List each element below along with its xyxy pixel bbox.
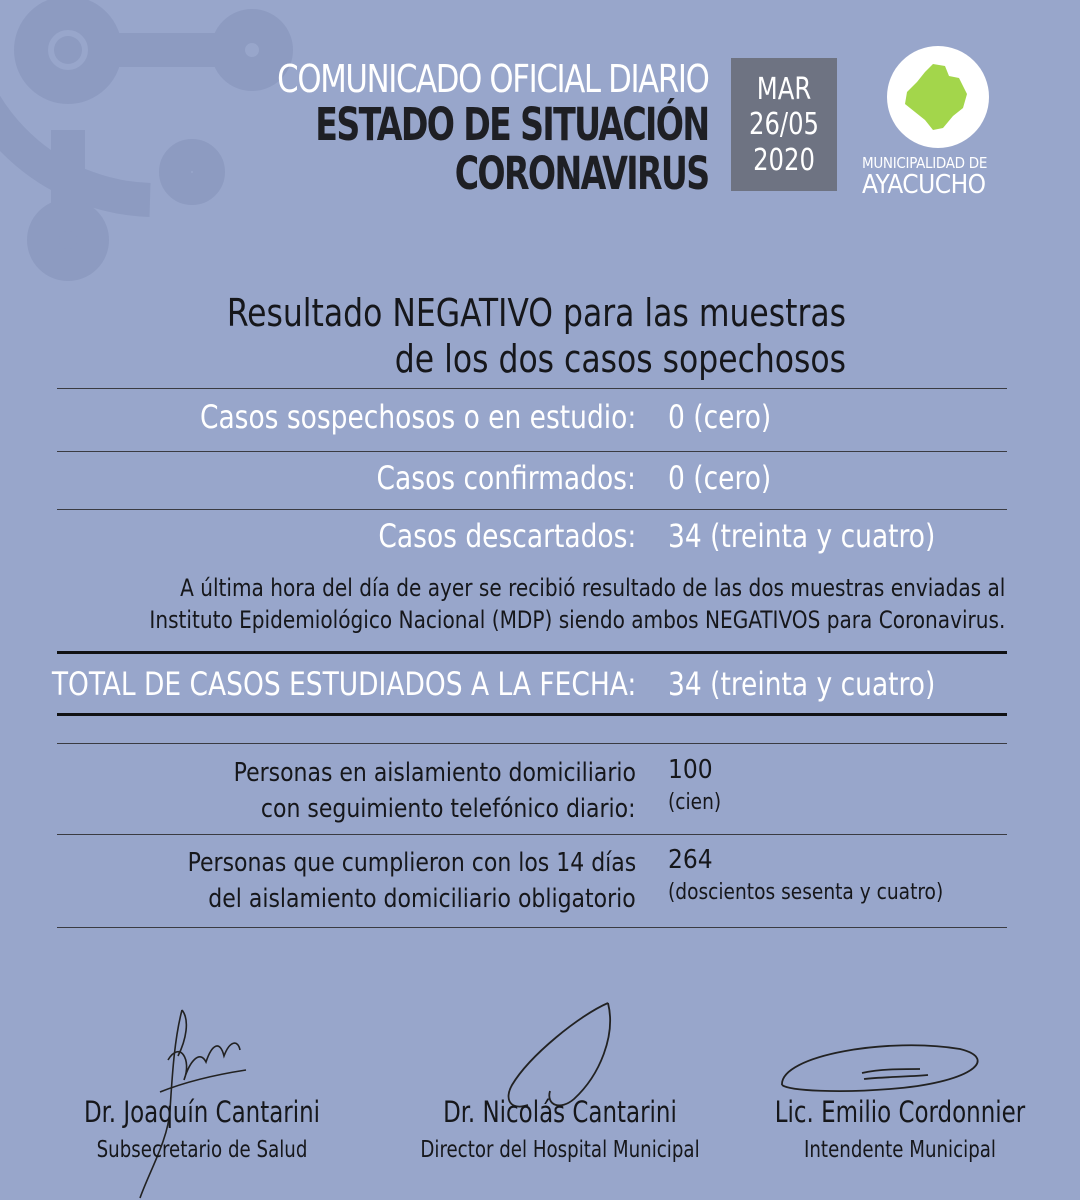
signer-role: Director del Hospital Municipal xyxy=(420,1137,700,1163)
divider xyxy=(57,743,1007,744)
confirmed-cases-value: 0 (cero) xyxy=(668,459,772,497)
suspected-cases-value: 0 (cero) xyxy=(668,398,772,436)
isolation-label-line-2: con seguimiento telefónico diario: xyxy=(261,794,636,824)
header-line-3: CORONAVIRUS xyxy=(454,147,708,200)
date-date: 26/05 xyxy=(748,107,820,143)
header-line-1: COMUNICADO OFICIAL DIARIO xyxy=(276,57,708,101)
header-line-2: ESTADO DE SITUACIÓN xyxy=(314,98,708,151)
divider xyxy=(57,927,1007,928)
signer-role: Intendente Municipal xyxy=(804,1137,996,1163)
total-cases-value: 34 (treinta y cuatro) xyxy=(668,665,936,703)
signer-name: Dr. Joaquín Cantarini xyxy=(83,1095,321,1129)
signer-name: Dr. Nicolás Cantarini xyxy=(443,1095,677,1129)
divider-thick xyxy=(57,651,1007,654)
signer-name: Lic. Emilio Cordonnier xyxy=(774,1095,1026,1129)
note-line-2: Instituto Epidemiológico Nacional (MDP) siendo ambos NEGATIVOS para Coronavirus. xyxy=(149,606,1005,634)
signature-block-3 xyxy=(745,1095,1055,1163)
logo-circle xyxy=(887,46,989,148)
headline-line-2: de los dos casos sopechosos xyxy=(394,337,846,381)
divider-thick xyxy=(57,713,1007,716)
completed-words: (doscientos sesenta y cuatro) xyxy=(668,880,944,905)
note-line-1: A última hora del día de ayer se recibió resultado de las dos muestras enviadas al xyxy=(179,574,1005,602)
isolation-words: (cien) xyxy=(668,790,722,815)
header-title xyxy=(229,57,708,200)
signer-role: Subsecretario de Salud xyxy=(96,1137,308,1163)
logo-text-line-1: MUNICIPALIDAD DE xyxy=(862,154,988,172)
map-icon xyxy=(887,46,989,148)
headline xyxy=(173,290,846,382)
confirmed-cases-label: Casos confirmados: xyxy=(376,459,636,497)
completed-number: 264 xyxy=(668,845,713,875)
divider xyxy=(57,834,1007,835)
date-year: 2020 xyxy=(753,142,815,178)
divider xyxy=(57,451,1007,452)
discarded-cases-value: 34 (treinta y cuatro) xyxy=(668,517,936,555)
isolation-number: 100 xyxy=(668,755,713,785)
discarded-cases-label: Casos descartados: xyxy=(378,517,636,555)
completed-label-line-2: del aislamiento domiciliario obligatorio xyxy=(208,884,636,914)
date-day: MAR xyxy=(756,72,812,107)
completed-label-line-1: Personas que cumplieron con los 14 días xyxy=(187,848,636,878)
municipality-logo xyxy=(862,46,1022,206)
divider xyxy=(57,509,1007,510)
date-box xyxy=(731,58,837,191)
isolation-label-line-1: Personas en aislamiento domiciliario xyxy=(233,758,636,788)
logo-text-line-2: AYACUCHO xyxy=(862,170,986,200)
signature-block-2 xyxy=(400,1095,720,1163)
total-cases-label: TOTAL DE CASOS ESTUDIADOS A LA FECHA: xyxy=(51,665,636,703)
headline-line-1: Resultado NEGATIVO para las muestras xyxy=(226,291,846,335)
divider xyxy=(57,388,1007,389)
signature-block-1 xyxy=(52,1095,352,1163)
suspected-cases-label: Casos sospechosos o en estudio: xyxy=(199,398,636,436)
